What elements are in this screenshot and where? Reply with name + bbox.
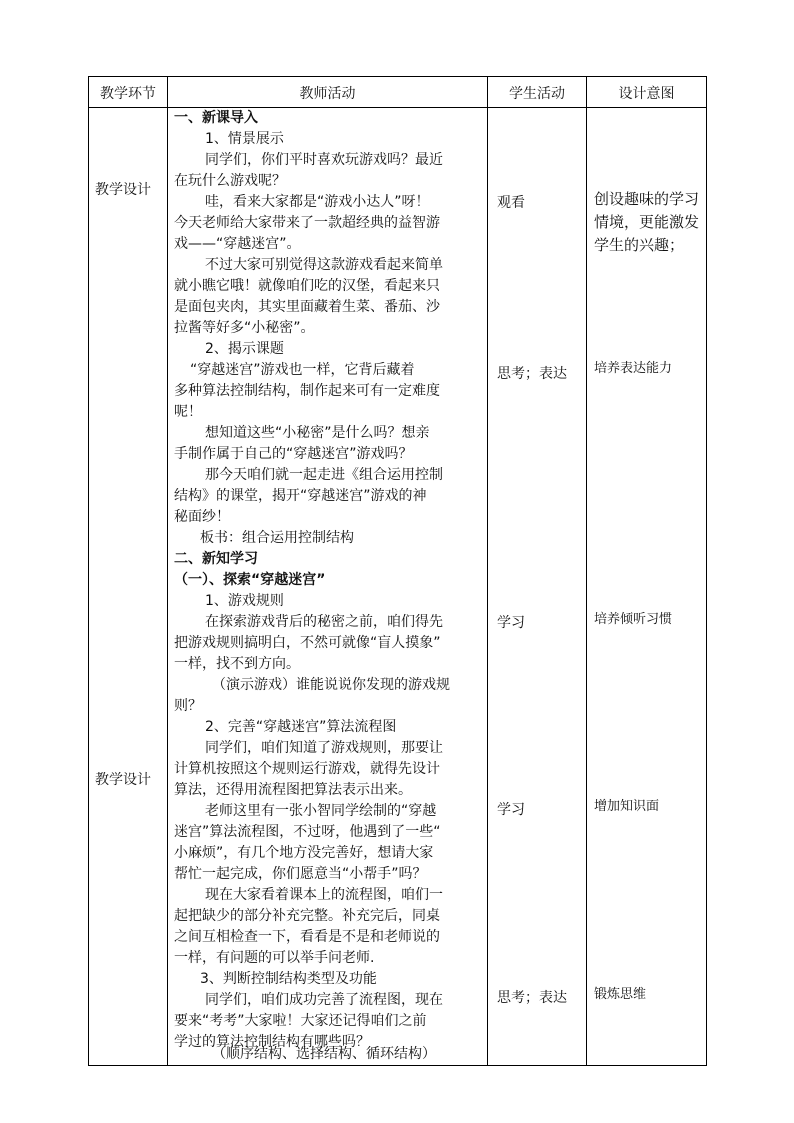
teacher-line: 呢！ [174,404,202,420]
table-left-border [88,76,89,1066]
table-bottom-border [88,1065,707,1066]
teacher-line: 手制作属于自己的“穿越迷宫”游戏吗？ [174,446,413,462]
teacher-line: 算法，还得用流程图把算法表示出来。 [174,782,412,798]
teacher-line: 在玩什么游戏呢？ [174,173,286,189]
column-divider-1 [167,76,168,1066]
teacher-line: 学过的算法控制结构有哪些吗？ [174,1034,370,1050]
design-intent: 锻炼思维 [594,987,647,1002]
teacher-line: 计算机按照这个规则运行游戏，就得先设计 [174,761,440,777]
design-intent: 创设趣味的学习情境，更能激发学生的兴趣； [594,190,700,254]
header-teacher-activity: 教师活动 [299,86,356,102]
teacher-line: 同学们，咱们知道了游戏规则，那要让 [205,740,443,756]
teacher-line: （一）、探索“穿越迷宫” [174,572,326,588]
column-divider-2 [487,76,488,1066]
teacher-line: 哇，看来大家都是“游戏小达人”呀！ [205,194,430,210]
teacher-line: 2、完善“穿越迷宫”算法流程图 [205,719,397,735]
table-top-border [88,76,707,77]
teacher-line: 1、情景展示 [205,131,284,147]
teacher-line: 一样，有问题的可以举手问老师. [174,950,375,966]
teacher-line: 起把缺少的部分补充完整。补充完后，同桌 [174,908,440,924]
teacher-line: （顺序结构、选择结构、循环结构） [212,1046,436,1062]
teacher-line: 小麻烦”，有几个地方没完善好，想请大家 [174,845,434,861]
teacher-line: 拉酱等好多“小秘密”。 [174,320,315,336]
teacher-line: 之间互相检查一下，看看是不是和老师说的 [174,929,440,945]
stage-label-1: 教学设计 [95,182,151,198]
design-intent: 培养表达能力 [594,361,673,376]
teacher-line: 一、新课导入 [174,110,258,126]
teacher-line: 一样，找不到方向。 [174,656,300,672]
teacher-line: 2、揭示课题 [205,341,284,357]
teacher-line: 秘面纱！ [174,509,230,525]
teacher-line: 想知道这些“小秘密”是什么吗？想亲 [205,425,430,441]
teacher-line: 那今天咱们就一起走进《组合运用控制 [205,467,443,483]
teacher-line: 多种算法控制结构，制作起来可有一定难度 [174,383,440,399]
header-stage: 教学环节 [100,86,156,102]
student-activity: 观看 [497,195,525,211]
teacher-line: 迷宫”算法流程图，不过呀，他遇到了一些“ [174,824,441,840]
stage-label-2: 教学设计 [95,772,151,788]
teacher-line: 老师这里有一张小智同学绘制的“穿越 [205,803,437,819]
student-activity: 学习 [497,802,525,818]
teacher-line: 则？ [174,698,202,714]
teacher-line: 今天老师给大家带来了一款超经典的益智游 [174,215,440,231]
teacher-line: 帮忙一起完成，你们愿意当“小帮手”吗？ [174,866,427,882]
teacher-line: 现在大家看着课本上的流程图，咱们一 [205,887,443,903]
design-intent: 增加知识面 [594,799,660,814]
column-divider-3 [586,76,587,1066]
design-intent: 培养倾听习惯 [594,612,673,627]
header-design-intent: 设计意图 [618,86,675,102]
teacher-line: 就小瞧它哦！就像咱们吃的汉堡，看起来只 [174,278,440,294]
teacher-line: 不过大家可别觉得这款游戏看起来简单 [205,257,443,273]
header-student-activity: 学生活动 [509,86,565,102]
teacher-line: 是面包夹肉，其实里面藏着生菜、番茄、沙 [174,299,440,315]
table-right-border [706,76,707,1066]
teacher-line: 板书：组合运用控制结构 [200,530,354,546]
teacher-line: “穿越迷宫”游戏也一样，它背后藏着 [190,362,415,378]
student-activity: 学习 [497,615,525,631]
teacher-line: 结构》的课堂，揭开“穿越迷宫”游戏的神 [174,488,427,504]
teacher-line: 戏——“穿越迷宫”。 [174,236,301,252]
teacher-line: 1、游戏规则 [205,593,284,609]
teacher-line: 在探索游戏背后的秘密之前，咱们得先 [205,614,443,630]
teacher-line: 要来“考考”大家啦！大家还记得咱们之前 [174,1013,427,1029]
teacher-line: 把游戏规则搞明白，不然可就像“盲人摸象” [174,635,441,651]
teacher-line: 同学们，咱们成功完善了流程图，现在 [205,992,443,1008]
student-activity: 思考；表达 [497,990,567,1006]
teacher-line: 二、新知学习 [174,551,258,567]
teacher-line: 3、判断控制结构类型及功能 [200,971,377,987]
teacher-line: 同学们，你们平时喜欢玩游戏吗？最近 [205,152,443,168]
teacher-line: （演示游戏）谁能说说你发现的游戏规 [212,677,450,693]
student-activity: 思考；表达 [497,366,567,382]
